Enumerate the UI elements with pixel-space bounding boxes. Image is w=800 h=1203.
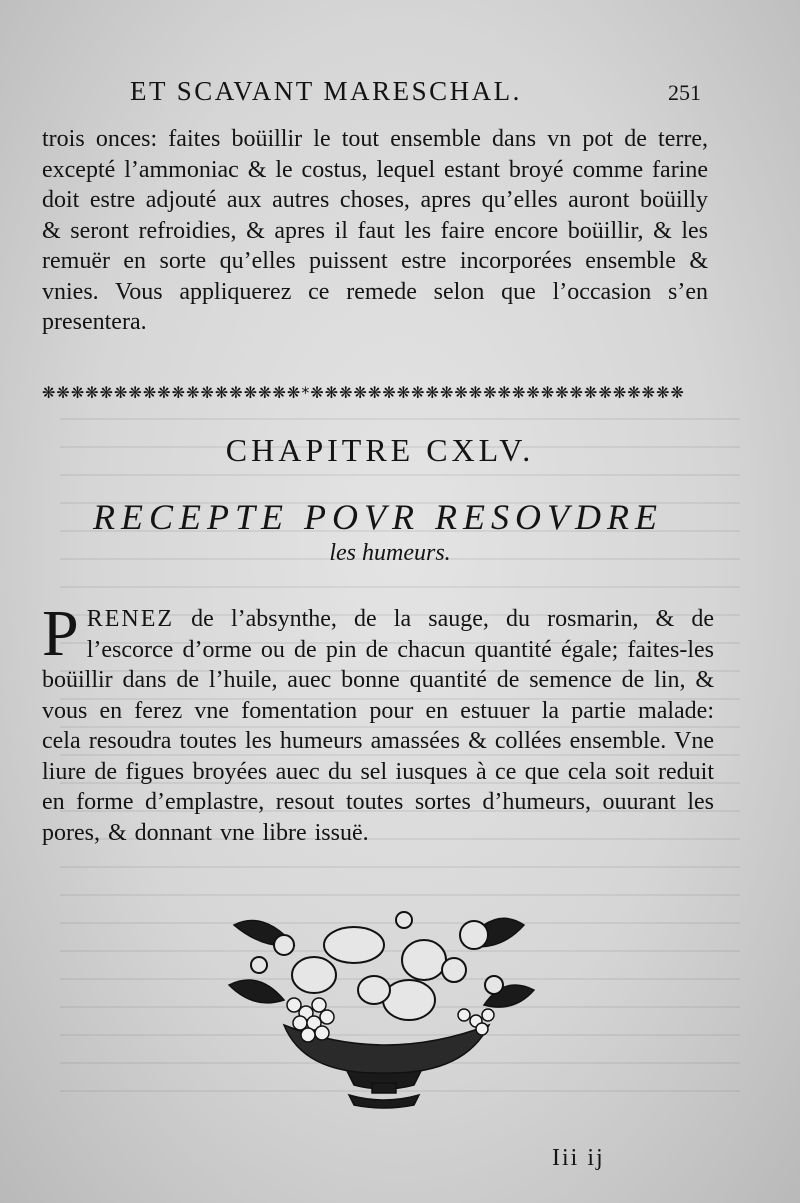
chapter-heading: CHAPITRE CXLV. xyxy=(225,432,535,468)
ornament-divider: ❋❋❋❋❋❋❋❋❋❋❋❋❋❋❋❋❋❋*❋❋❋❋❋❋❋❋❋❋❋❋❋❋❋❋❋❋❋❋❋❋❋❋❋❋ xyxy=(42,383,685,402)
lead-word: RENEZ xyxy=(86,606,175,632)
running-head xyxy=(0,76,800,112)
recipe-title: RECEPTE POVR RESOVDRE xyxy=(93,497,663,537)
signature-mark: Iii ij xyxy=(552,1145,605,1171)
recipe-subtitle: les humeurs. xyxy=(329,540,451,566)
paragraph-body: de l’absynthe, de la sauge, du rosmarin, & de l’escorce d’orme ou de pin de chacun quantité égale; faites-les boüillir dans de l’huile, auec bonne quantité de semence de lin, & vous en ferez vne fomentation pour en estuuer la partie malade: cela resoudra toutes les humeurs amassées & collées ensemble. Vne liure de figues broyées auec du sel iusques à ce que cela soit reduit en forme d’emplastre, resout toutes sortes d’humeurs, ouurant les pores, & donnant vne libre issuë. xyxy=(42,606,714,846)
paragraph-recipe xyxy=(42,597,714,848)
drop-cap: P xyxy=(42,597,79,670)
running-title: ET SCAVANT MARESCHAL. xyxy=(130,76,522,106)
page-number: 251 xyxy=(668,80,701,105)
fruit-bowl-woodcut-icon xyxy=(224,905,544,1110)
paragraph-continued: trois onces: faites boüillir le tout ensemble dans vn pot de terre, excepté l’ammoniac & le costus, lequel estant broyé comme farine doit estre adjouté aux autres choses, apres qu’elles auront boüilly & seront refroidies, & apres il faut les faire encore boüillir, & les remuër en sorte qu’elles puissent estre incorporées ensemble & vnies. Vous appliquerez ce remede selon que l’occasion s’en presentera. xyxy=(42,126,708,335)
